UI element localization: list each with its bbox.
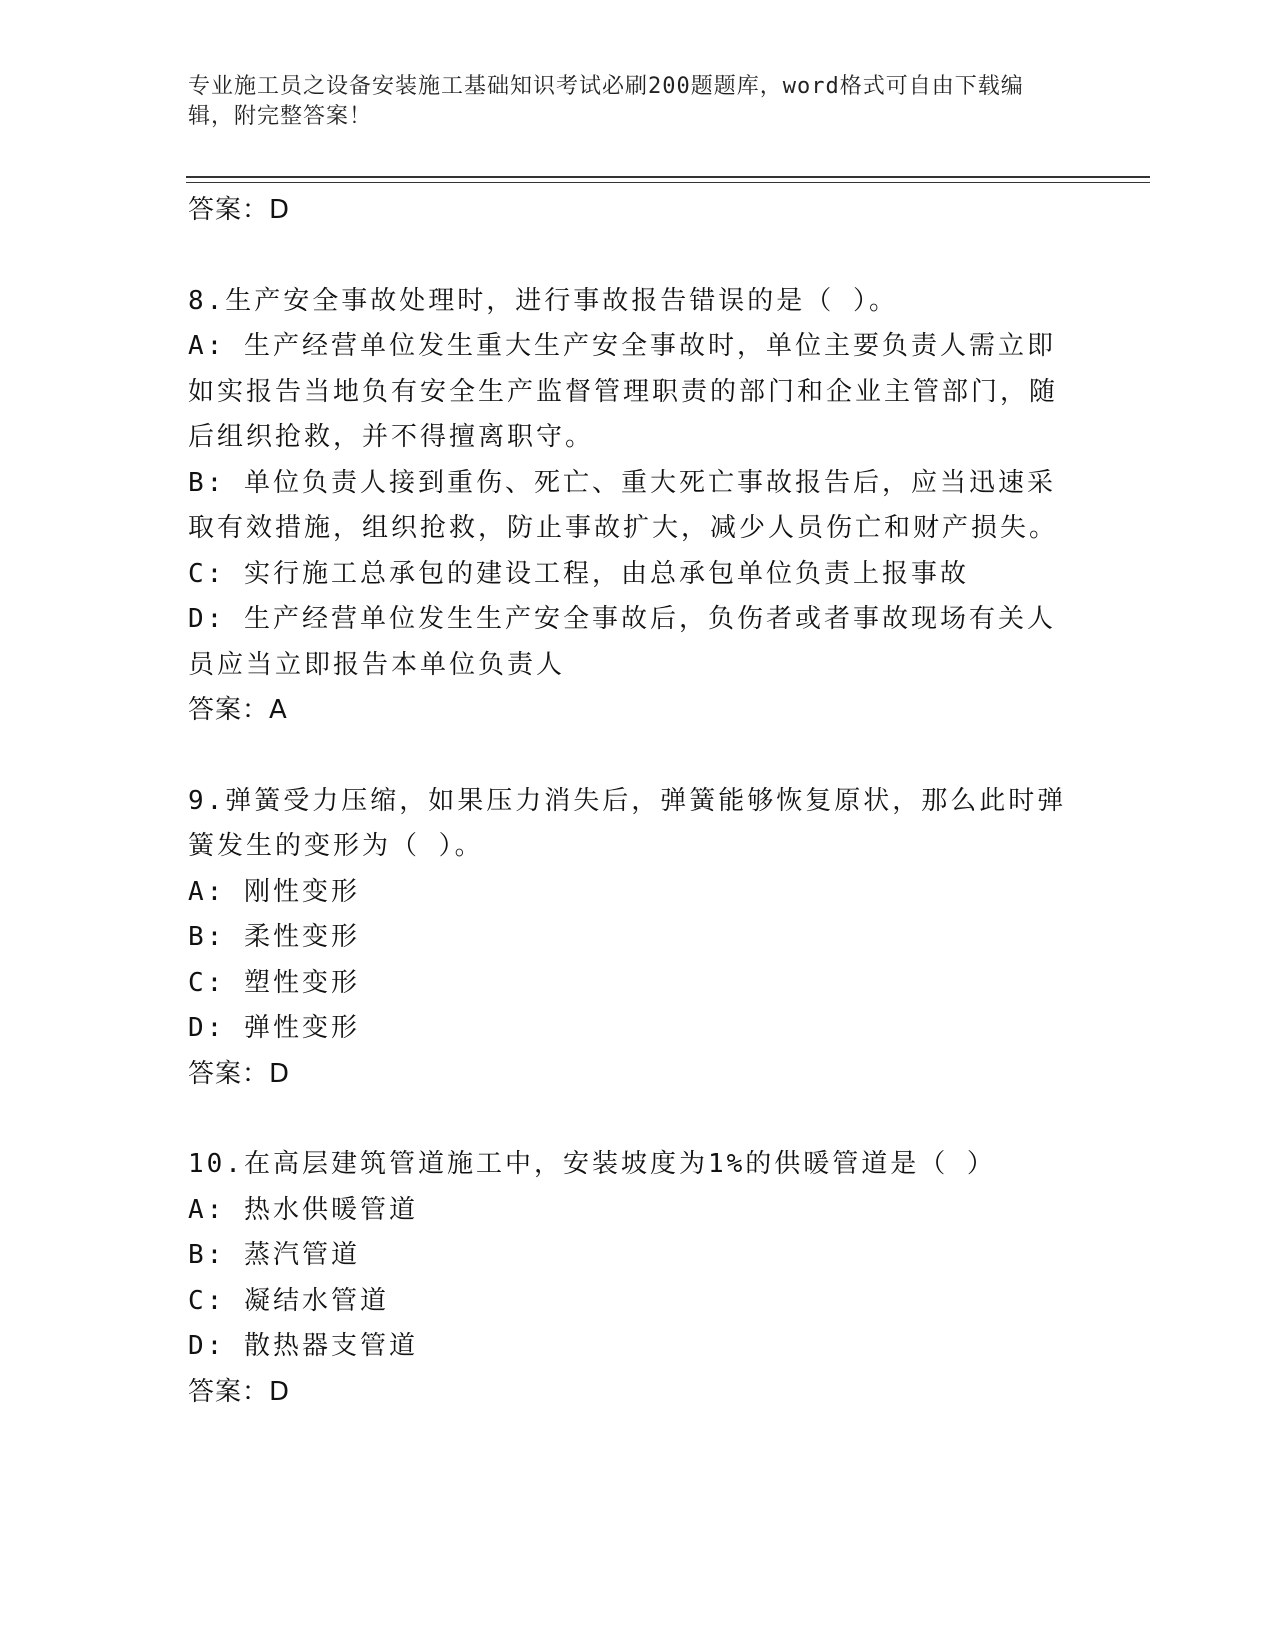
question-list bbox=[188, 188, 1078, 1415]
option-a: A: 热水供暖管道 bbox=[188, 1194, 418, 1225]
option-b: B: 柔性变形 bbox=[188, 922, 360, 952]
spacer bbox=[188, 234, 1078, 279]
question-stem: 9.弹簧受力压缩，如果压力消失后，弹簧能够恢复原状，那么此时弹簧发生的变形为（ ）。 bbox=[188, 785, 1067, 861]
option-c: C: 塑性变形 bbox=[188, 967, 360, 998]
question-answer: 答案：A bbox=[188, 695, 288, 725]
previous-answer: 答案：D bbox=[188, 195, 291, 225]
question-stem: 10.在高层建筑管道施工中，安装坡度为1%的供暖管道是（ ） bbox=[188, 1149, 996, 1179]
option-d: D: 弹性变形 bbox=[188, 1013, 360, 1043]
option-c: C: 实行施工总承包的建设工程，由总承包单位负责上报事故 bbox=[188, 558, 969, 589]
option-a: A: 刚性变形 bbox=[188, 876, 360, 907]
spacer bbox=[188, 734, 1078, 779]
option-d: D: 生产经营单位发生生产安全事故后，负伤者或者事故现场有关人员应当立即报告本单位负责人 bbox=[188, 604, 1056, 680]
question-stem: 8.生产安全事故处理时，进行事故报告错误的是（ ）。 bbox=[188, 285, 898, 316]
option-c: C: 凝结水管道 bbox=[188, 1285, 389, 1316]
header-divider-thick bbox=[186, 176, 1150, 178]
spacer bbox=[188, 1097, 1078, 1142]
document-header-title: 专业施工员之设备安装施工基础知识考试必刷200题题库，word格式可自由下载编辑，附完整答案！ bbox=[188, 74, 1024, 129]
option-a: A: 生产经营单位发生重大生产安全事故时，单位主要负责人需立即如实报告当地负有安全生产监督管理职责的部门和企业主管部门，随后组织抢救，并不得擅离职守。 bbox=[188, 331, 1059, 452]
option-b: B: 蒸汽管道 bbox=[188, 1240, 360, 1270]
question-answer: 答案：D bbox=[188, 1376, 291, 1407]
question-answer: 答案：D bbox=[188, 1058, 291, 1089]
option-d: D: 散热器支管道 bbox=[188, 1331, 418, 1361]
question-8 bbox=[188, 279, 1078, 734]
question-10 bbox=[188, 1142, 1078, 1415]
header-divider-thin bbox=[186, 182, 1150, 183]
question-9 bbox=[188, 779, 1078, 1098]
option-b: B: 单位负责人接到重伤、死亡、重大死亡事故报告后，应当迅速采取有效措施，组织抢救，防止事故扩大，减少人员伤亡和财产损失。 bbox=[188, 467, 1059, 543]
